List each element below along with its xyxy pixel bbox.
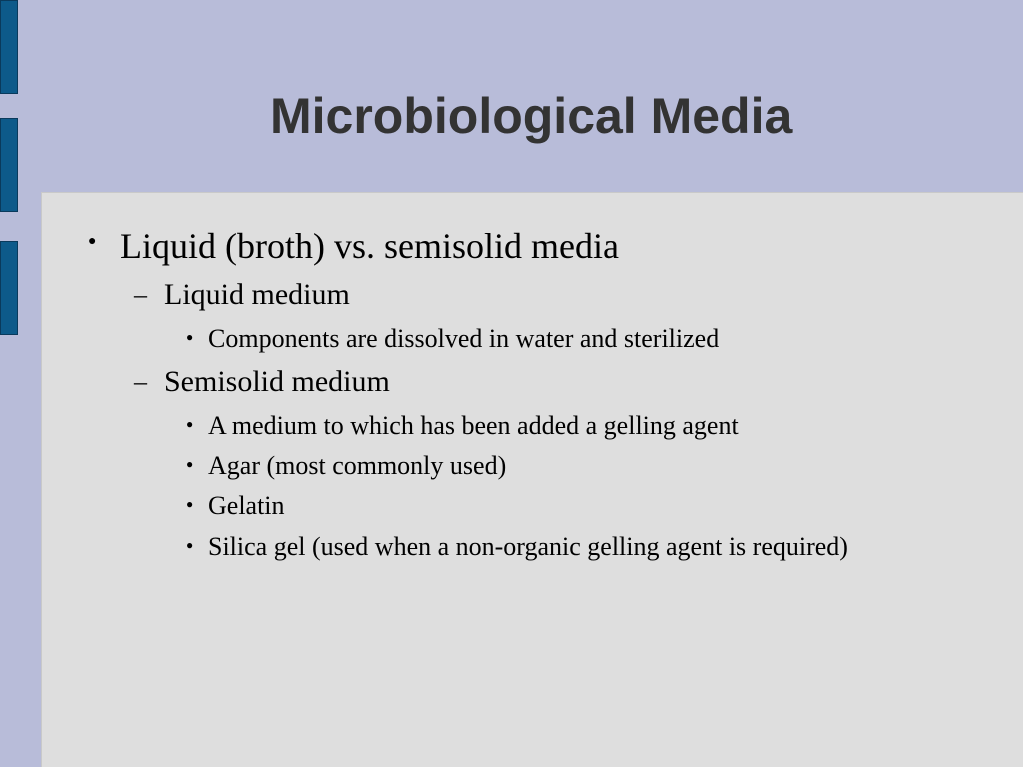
dash-icon: – [134, 367, 147, 396]
bullet-dot-icon: ● [186, 417, 194, 431]
bullet-text: Gelatin [208, 491, 285, 520]
bullet-dot-icon: ● [186, 538, 194, 552]
bullet-text: Components are dissolved in water and sterilized [208, 324, 720, 353]
accent-bar-bottom [0, 241, 18, 335]
bullet-text: Silica gel (used when a non-organic gelling agent is required) [208, 532, 848, 561]
bullet-text: Semisolid medium [164, 365, 390, 398]
bullet-dot-icon: ● [186, 330, 194, 344]
bullet-text: A medium to which has been added a gelling agent [208, 411, 739, 440]
bullet-text: Agar (most commonly used) [208, 451, 507, 480]
accent-bar-middle [0, 118, 18, 212]
slide-title: Microbiological Media [270, 88, 793, 144]
dash-icon: – [134, 280, 147, 309]
bullet-dot-icon: ● [88, 234, 97, 249]
bullet-dot-icon: ● [186, 497, 194, 511]
bullet-text: Liquid (broth) vs. semisolid media [120, 226, 619, 266]
bullet-dot-icon: ● [186, 457, 194, 471]
accent-bar-top [0, 0, 18, 94]
bullet-text: Liquid medium [164, 278, 350, 311]
